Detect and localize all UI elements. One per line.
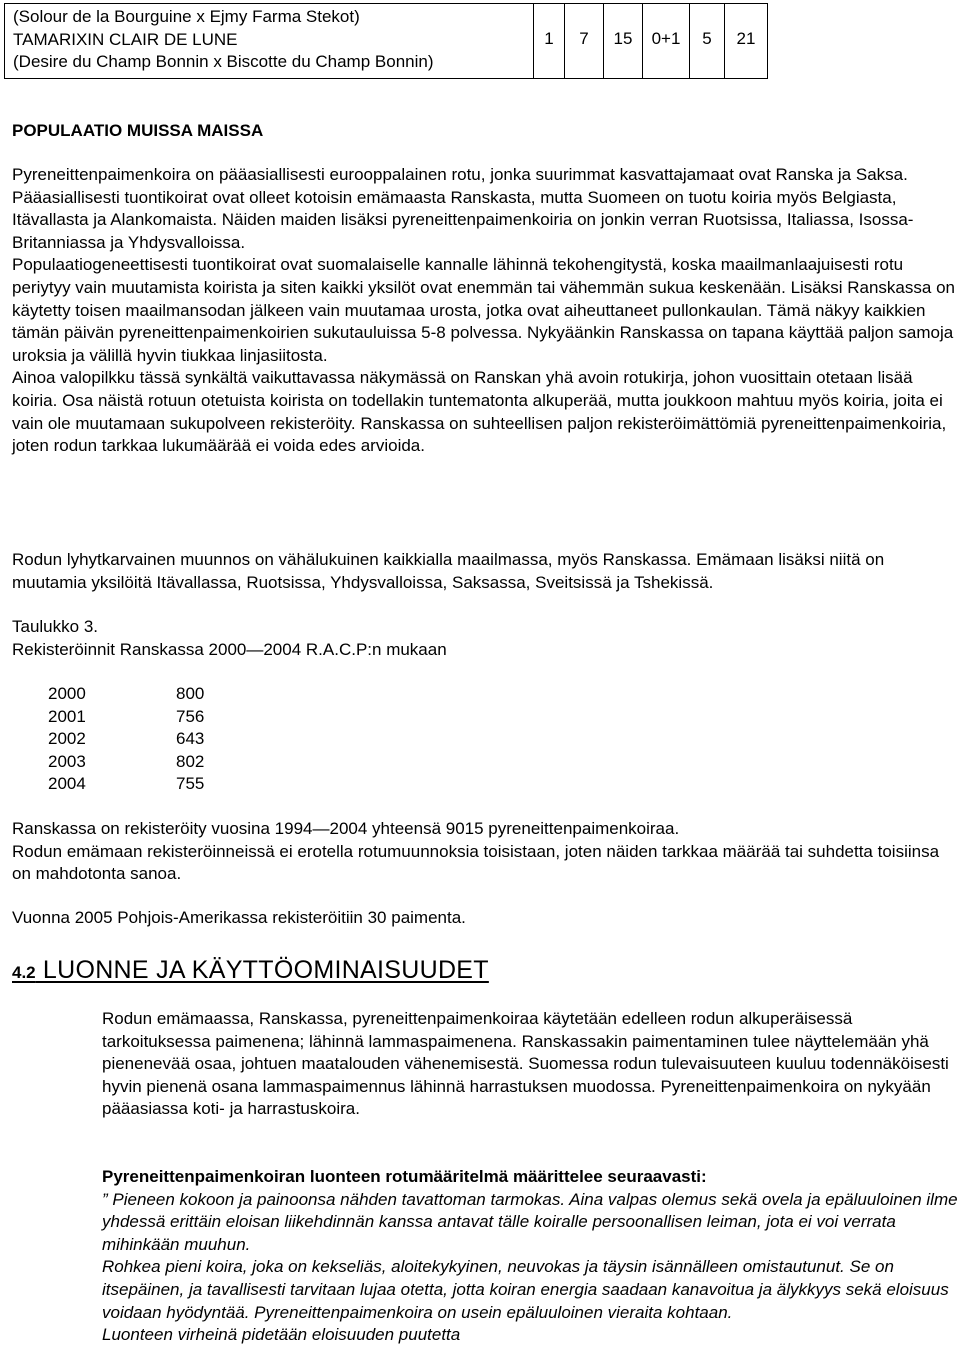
section-title: LUONNE JA KÄYTTÖOMINAISUUDET <box>35 956 489 984</box>
pedigree-count: 21 <box>725 4 768 79</box>
breed-standard <box>102 1166 958 1347</box>
section-title-population: POPULAATIO MUISSA MAISSA <box>12 121 264 140</box>
count-cell: 802 <box>176 751 205 771</box>
paragraph: Ranskassa on rekisteröity vuosina 1994—2004 yhteensä 9015 pyreneittenpaimenkoiraa. <box>12 819 680 838</box>
registration-summary <box>12 818 958 886</box>
paragraph: Rodun emämaan rekisteröinneissä ei erotella rotumuunnoksia toisistaan, joten näiden tarkkaa määrää tai suhdetta toisiinsa on mahdotonta sanoa. <box>12 841 940 884</box>
pedigree-names <box>5 4 534 79</box>
year-cell: 2002 <box>48 729 86 749</box>
north-america-text <box>12 907 958 930</box>
pedigree-count: 1 <box>534 4 565 79</box>
paragraph: Populaatiogeneettisesti tuontikoirat ovat suomalaiselle kannalle lähinnä tekohengitystä, koska maailmanlaajuisesti rotu periytyy vain muutamista koirista ja siten kaikki yksilöt ovat enemmän tai vähemmän sukua keskenään. Lisäksi Ranskassa on käytetty toisen maailmansodan jälkeen vain muutamaa urosta, jotka ovat aiheuttaneet pullonkaulan. Tämä näkyy kaikkien tämän päivän pyreneittenpaimenkoirien sukutauluissa 5-8 polvessa. Nykyäänkin Ranskassa on tapana käyttää paljon samoja uroksia ja välillä hyvin tiukkaa linjasiitosta. <box>12 255 955 365</box>
paragraph: Ainoa valopilkku tässä synkältä vaikuttavassa näkymässä on Ranskan yhä avoin rotukirja, johon vuosittain otetaan lisää koiria. Osa näistä rotuun otetuista koirista on todellakin tuntematonta alkuperää, mutta joukkoon mahtuu myös koiria, joita ei vain ole muutamaan sukupolveen rekisteröity. Ranskassa on suhteellisen paljon rekisteröimättömiä pyreneittenpaimenkoiria, joten rodun tarkkaa lukumäärää ei voida edes arvioida. <box>12 368 947 456</box>
pedigree-count: 0+1 <box>643 4 690 79</box>
year-cell: 2003 <box>48 751 86 771</box>
count-cell: 755 <box>176 774 205 794</box>
standard-quote: Luonteen virheinä pidetään eloisuuden puutetta <box>102 1325 461 1345</box>
paragraph: Vuonna 2005 Pohjois-Amerikassa rekisteröitiin 30 paimenta. <box>12 908 466 927</box>
shorthair-text <box>12 549 958 594</box>
pedigree-grandparents-line: (Desire du Champ Bonnin x Biscotte du Champ Bonnin) <box>13 52 434 72</box>
pedigree-table <box>4 3 768 79</box>
pedigree-dog-name: TAMARIXIN CLAIR DE LUNE <box>13 29 238 49</box>
pedigree-count: 7 <box>565 4 604 79</box>
pedigree-count: 5 <box>690 4 725 79</box>
count-cell: 643 <box>176 729 205 749</box>
paragraph: Rodun lyhytkarvainen muunnos on vähälukuinen kaikkialla maailmassa, myös Ranskassa. Emämaan lisäksi niitä on muutamia yksilöitä Itävallassa, Ruotsissa, Yhdysvalloissa, Saksassa, Sveitsissä ja Tshekissä. <box>12 550 885 592</box>
table-row <box>48 706 204 729</box>
paragraph: Rodun emämaassa, Ranskassa, pyreneittenpaimenkoiraa käytetään edelleen rodun alkuperäisessä tarkoituksessa paimenena; lähinnä lammaspaimenena. Ranskassakin paimentaminen tulee näyttelemään yhä pienenevää osaa, johtuen maatalouden vähenemisestä. Suomessa rodun tulevaisuuteen kuuluu todennäköisesti hyvin pienenä osana lammaspaimennus lähinnä harrastuksen muodossa. Pyreneittenpaimenkoira on nykyään pääasiassa koti- ja harrastuskoira. <box>102 1009 949 1119</box>
temperament-intro <box>102 1008 958 1121</box>
section-heading-4-2 <box>12 954 489 989</box>
population-text <box>12 164 958 458</box>
table-caption <box>12 616 958 661</box>
standard-heading: Pyreneittenpaimenkoiran luonteen rotumääritelmä määrittelee seuraavasti: <box>102 1167 707 1186</box>
table-title: Rekisteröinnit Ranskassa 2000—2004 R.A.C.P:n mukaan <box>12 639 447 659</box>
table-row <box>48 683 204 706</box>
pedigree-count: 15 <box>604 4 643 79</box>
standard-quote: Rohkea pieni koira, joka on kekseliäs, aloitekykyinen, neuvokas ja täysin isännälleen omistautunut. Se on itsepäinen, ja tavallisesti tarvitaan lujaa otetta, jotta koiran energia saadaan kanavoitua ja älykkyys sekä eloisuus voidaan hyödyntää. Pyreneittenpaimenkoira on usein epäluuloinen vieraita kohtaan. <box>102 1257 949 1322</box>
table-row <box>48 728 204 751</box>
year-cell: 2000 <box>48 684 86 703</box>
year-cell: 2001 <box>48 706 86 726</box>
table-label: Taulukko 3. <box>12 617 98 636</box>
section-number: 4.2 <box>12 963 36 982</box>
paragraph: Pääasiallisesti tuontikoirat ovat olleet kotoisin emämaasta Ranskasta, mutta Suomeen on tuotu koiria myös Belgiasta, Itävallasta ja Alankomaista. Näiden maiden lisäksi pyreneittenpaimenkoiria on jonkin verran Ruotsissa, Italiassa, Isossa-Britanniassa ja Yhdysvalloissa. <box>12 187 914 252</box>
count-cell: 800 <box>176 684 205 703</box>
standard-quote: ” Pieneen kokoon ja painoonsa nähden tavattoman tarmokas. Aina valpas olemus sekä ovela ja epäluuloinen ilme yhdessä erittäin eloisan liikehdinnän kanssa antavat tälle koiralle persoonallisen leiman, jota ei voi verrata mihinkään muuhun. <box>102 1189 958 1254</box>
count-cell: 756 <box>176 706 205 726</box>
paragraph: Pyreneittenpaimenkoira on pääasiallisesti eurooppalainen rotu, jonka suurimmat kasvattajamaat ovat Ranska ja Saksa. <box>12 165 908 184</box>
pedigree-parents-line: (Solour de la Bourguine x Ejmy Farma Stekot) <box>13 7 360 26</box>
table-row <box>48 773 204 796</box>
registration-table <box>48 683 204 796</box>
table-row <box>48 751 204 774</box>
year-cell: 2004 <box>48 774 86 794</box>
